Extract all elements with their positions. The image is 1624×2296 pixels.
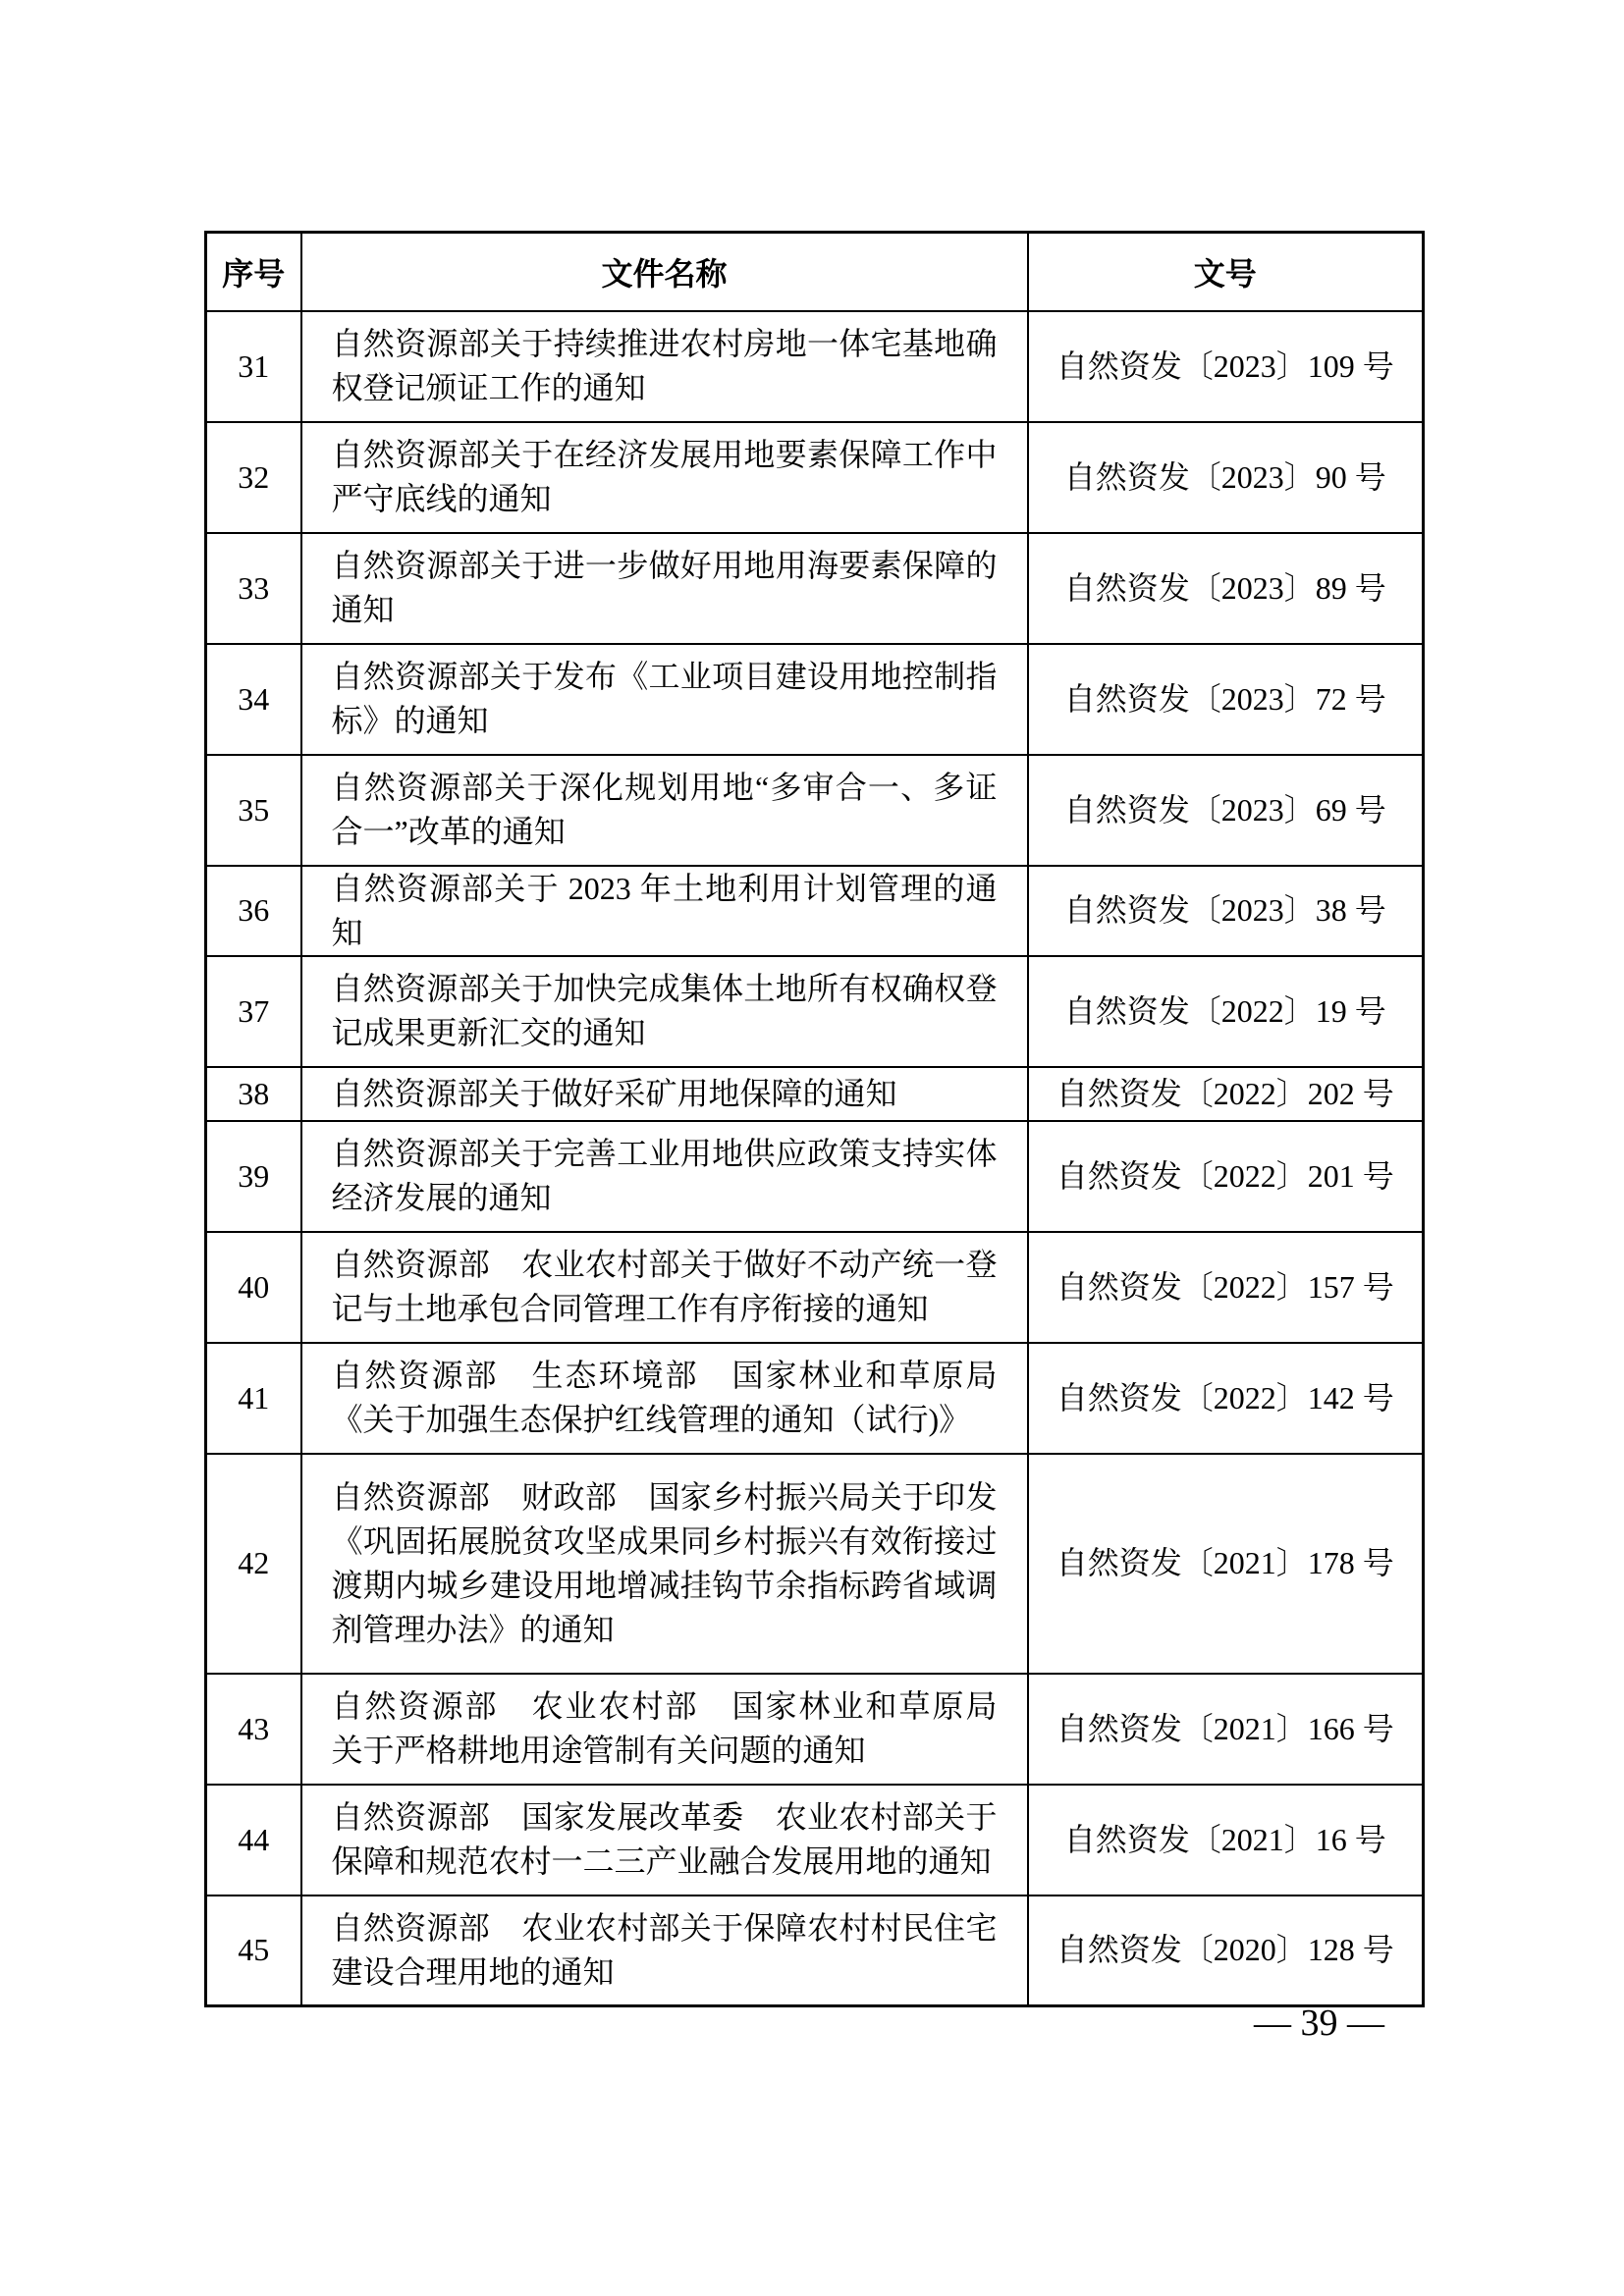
table-row (206, 866, 1424, 956)
row-doc-name-cell: 自然资源部关于完善工业用地供应政策支持实体经济发展的通知 (301, 1121, 1028, 1232)
table-row (206, 1067, 1424, 1121)
header-cell-index: 序号 (206, 233, 301, 311)
row-doc-name-cell: 自然资源部关于在经济发展用地要素保障工作中严守底线的通知 (301, 422, 1028, 533)
row-index-cell: 37 (206, 956, 301, 1067)
row-doc-number-cell: 自然资发〔2023〕72 号 (1028, 644, 1424, 755)
row-doc-name-cell: 自然资源部 农业农村部 国家林业和草原局 关于严格耕地用途管制有关问题的通知 (301, 1674, 1028, 1785)
row-doc-name-cell: 自然资源部 国家发展改革委 农业农村部关于保障和规范农村一二三产业融合发展用地的通知 (301, 1785, 1028, 1896)
row-index-cell: 35 (206, 755, 301, 866)
row-doc-name-cell: 自然资源部 农业农村部关于做好不动产统一登记与土地承包合同管理工作有序衔接的通知 (301, 1232, 1028, 1343)
row-index-cell: 38 (206, 1067, 301, 1121)
row-doc-number-cell: 自然资发〔2021〕178 号 (1028, 1454, 1424, 1674)
row-index-cell: 44 (206, 1785, 301, 1896)
row-index-cell: 39 (206, 1121, 301, 1232)
row-doc-number-cell: 自然资发〔2022〕142 号 (1028, 1343, 1424, 1454)
documents-table (204, 231, 1425, 2007)
row-doc-number-cell: 自然资发〔2021〕16 号 (1028, 1785, 1424, 1896)
table-row (206, 1121, 1424, 1232)
header-cell-number: 文号 (1028, 233, 1424, 311)
table-header-row (206, 233, 1424, 311)
row-index-cell: 36 (206, 866, 301, 956)
table-row (206, 644, 1424, 755)
header-cell-name: 文件名称 (301, 233, 1028, 311)
row-doc-number-cell: 自然资发〔2022〕202 号 (1028, 1067, 1424, 1121)
row-doc-name-cell: 自然资源部 农业农村部关于保障农村村民住宅建设合理用地的通知 (301, 1896, 1028, 2006)
row-doc-name-cell: 自然资源部 财政部 国家乡村振兴局关于印发《巩固拓展脱贫攻坚成果同乡村振兴有效衔接过渡期内城乡建设用地增减挂钩节余指标跨省域调剂管理办法》的通知 (301, 1454, 1028, 1674)
row-doc-name-cell: 自然资源部关于 2023 年土地利用计划管理的通知 (301, 866, 1028, 956)
row-doc-name-cell: 自然资源部关于进一步做好用地用海要素保障的通知 (301, 533, 1028, 644)
row-doc-number-cell: 自然资发〔2023〕38 号 (1028, 866, 1424, 956)
page-number: — 39 — (1254, 2002, 1384, 2044)
row-doc-name-cell: 自然资源部关于深化规划用地“多审合一、多证合一”改革的通知 (301, 755, 1028, 866)
table-row (206, 311, 1424, 422)
row-doc-number-cell: 自然资发〔2020〕128 号 (1028, 1896, 1424, 2006)
row-index-cell: 33 (206, 533, 301, 644)
table-row (206, 1232, 1424, 1343)
table-row (206, 1896, 1424, 2006)
row-doc-number-cell: 自然资发〔2023〕109 号 (1028, 311, 1424, 422)
row-index-cell: 34 (206, 644, 301, 755)
row-doc-number-cell: 自然资发〔2022〕201 号 (1028, 1121, 1424, 1232)
row-doc-number-cell: 自然资发〔2021〕166 号 (1028, 1674, 1424, 1785)
table-row (206, 1343, 1424, 1454)
row-index-cell: 31 (206, 311, 301, 422)
row-index-cell: 41 (206, 1343, 301, 1454)
row-index-cell: 32 (206, 422, 301, 533)
table-row (206, 422, 1424, 533)
row-doc-number-cell: 自然资发〔2022〕19 号 (1028, 956, 1424, 1067)
row-index-cell: 40 (206, 1232, 301, 1343)
table-row (206, 1454, 1424, 1674)
row-index-cell: 45 (206, 1896, 301, 2006)
table-header (206, 233, 1424, 311)
row-doc-number-cell: 自然资发〔2023〕69 号 (1028, 755, 1424, 866)
table-row (206, 1785, 1424, 1896)
table-row (206, 1674, 1424, 1785)
row-doc-name-cell: 自然资源部关于加快完成集体土地所有权确权登记成果更新汇交的通知 (301, 956, 1028, 1067)
table-row (206, 533, 1424, 644)
row-doc-name-cell: 自然资源部 生态环境部 国家林业和草原局《关于加强生态保护红线管理的通知（试行)》 (301, 1343, 1028, 1454)
table-row (206, 755, 1424, 866)
row-index-cell: 42 (206, 1454, 301, 1674)
row-doc-number-cell: 自然资发〔2022〕157 号 (1028, 1232, 1424, 1343)
row-doc-name-cell: 自然资源部关于做好采矿用地保障的通知 (301, 1067, 1028, 1121)
row-doc-number-cell: 自然资发〔2023〕90 号 (1028, 422, 1424, 533)
row-index-cell: 43 (206, 1674, 301, 1785)
table-row (206, 956, 1424, 1067)
row-doc-name-cell: 自然资源部关于发布《工业项目建设用地控制指标》的通知 (301, 644, 1028, 755)
row-doc-name-cell: 自然资源部关于持续推进农村房地一体宅基地确权登记颁证工作的通知 (301, 311, 1028, 422)
table-body (206, 311, 1424, 2006)
row-doc-number-cell: 自然资发〔2023〕89 号 (1028, 533, 1424, 644)
